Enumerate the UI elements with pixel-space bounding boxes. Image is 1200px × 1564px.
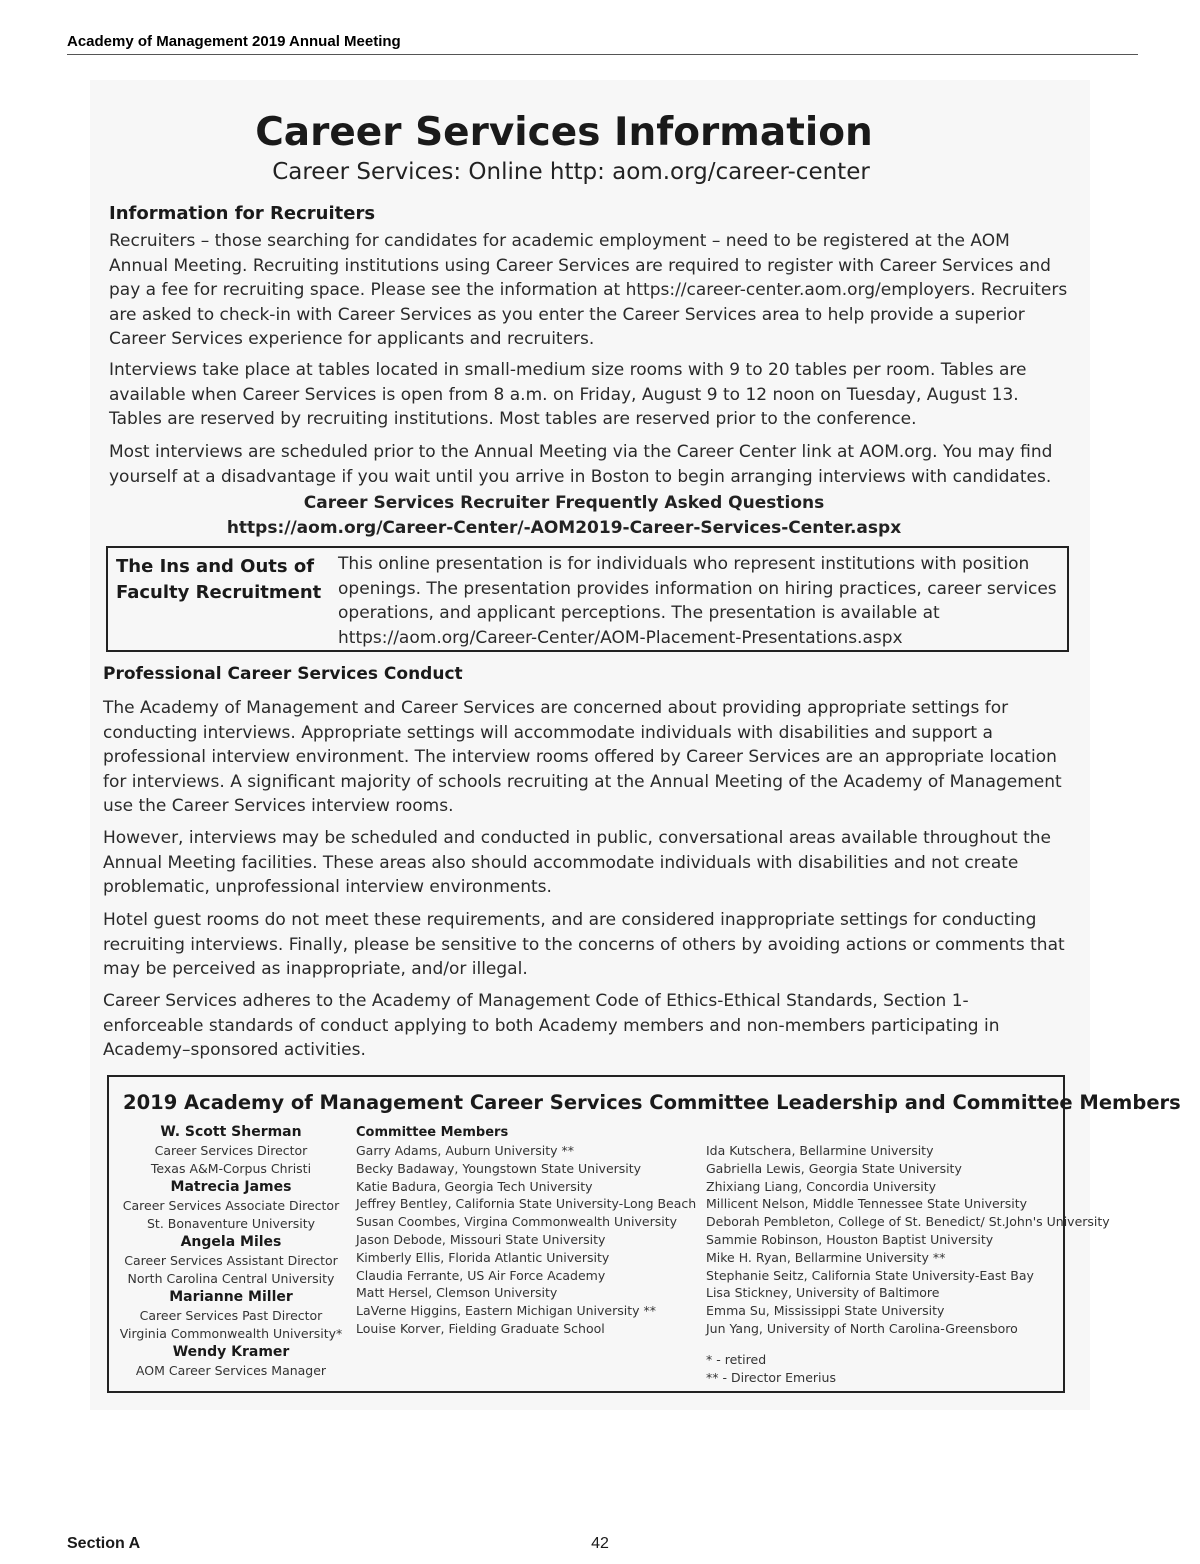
recruiters-paragraph-3: Most interviews are scheduled prior to the Annual Meeting via the Career Center link at AOM.org. You may find yourself at a disadvantage if you wait until you arrive in Boston to begin arranging interviews with candidates. xyxy=(109,442,1053,487)
page-title: Career Services Information xyxy=(255,110,873,155)
header-rule xyxy=(67,54,1138,55)
member-item: Mike H. Ryan, Bellarmine University ** xyxy=(706,1249,946,1265)
page-subtitle: Career Services: Online http: aom.org/career-center xyxy=(272,159,870,185)
member-item: Sammie Robinson, Houston Baptist University xyxy=(706,1231,994,1247)
leader-name: W. Scott Sherman xyxy=(160,1124,302,1140)
member-item: Jun Yang, University of North Carolina-Greensboro xyxy=(706,1320,1018,1336)
legend-retired: * - retired xyxy=(706,1352,767,1367)
leader-role: AOM Career Services Manager xyxy=(135,1363,327,1378)
recruiters-heading: Information for Recruiters xyxy=(109,203,376,224)
member-item: Deborah Pembleton, College of St. Benedict/ St.John's University xyxy=(706,1214,1110,1230)
recruiters-paragraph-2: Interviews take place at tables located in small-medium size rooms with 9 to 20 tables per room. Tables are available when Career Services is open from 8 a.m. on Friday, August 9 to 12 noon on Tuesday, August 13. Tables are reserved by recruiting institutions. Most tables are reserved prior to the conference. xyxy=(109,360,1027,429)
conduct-paragraph-4: Career Services adheres to the Academy of Management Code of Ethics-Ethical Standards, Section 1-enforceable standards of conduct applying to both Academy members and non-members participating in Academy–sponsored activities. xyxy=(103,991,1000,1060)
leader-role: Career Services Assistant Director xyxy=(124,1253,338,1268)
legend xyxy=(706,1351,836,1387)
ins-outs-box xyxy=(106,546,1069,652)
member-item: Emma Su, Mississippi State University xyxy=(706,1303,945,1319)
member-item: Louise Korver, Fielding Graduate School xyxy=(356,1320,605,1336)
faq-link[interactable]: https://aom.org/Career-Center/-AOM2019-Career-Services-Center.aspx xyxy=(226,518,902,538)
member-item: Becky Badaway, Youngstown State University xyxy=(356,1160,642,1176)
member-item: Gabriella Lewis, Georgia State University xyxy=(706,1160,962,1176)
leader-name: Wendy Kramer xyxy=(172,1344,290,1360)
faq-title: Career Services Recruiter Frequently Asked Questions xyxy=(303,493,825,513)
member-item: Claudia Ferrante, US Air Force Academy xyxy=(356,1267,606,1283)
legend-director-emeritus: ** - Director Emerius xyxy=(706,1369,836,1385)
leader-role: Career Services Director xyxy=(154,1143,308,1158)
members-column-2 xyxy=(706,1142,1110,1338)
leader-org: St. Bonaventure University xyxy=(146,1216,315,1231)
member-item: Jeffrey Bentley, California State University-Long Beach xyxy=(356,1196,697,1212)
conduct-paragraph-1: The Academy of Management and Career Services are concerned about providing appropriate settings for conducting interviews. Appropriate settings will accommodate individuals with disabilities and support a professional interview environment. The interview rooms offered by Career Services are an appropriate location for interviews. A significant majority of schools recruiting at the Annual Meeting of the Academy of Management use the Career Services interview rooms. xyxy=(103,698,1062,816)
recruiters-paragraph-1: Recruiters – those searching for candidates for academic employment – need to be registered at the AOM Annual Meeting. Recruiting institutions using Career Services are required to register with Career Services and pay a fee for recruiting space. Please see the information at https://career-center.aom.org/employers. Recruiters are asked to check-in with Career Services as you enter the Career Services area to help provide a superior Career Services experience for applicants and recruiters. xyxy=(109,231,1068,349)
footer-section: Section A xyxy=(67,1535,141,1552)
ins-outs-title: The Ins and Outs of Faculty Recruitment xyxy=(116,556,322,603)
member-item: Zhixiang Liang, Concordia University xyxy=(706,1178,937,1194)
conduct-paragraph-3: Hotel guest rooms do not meet these requirements, and are considered inappropriate settings for conducting recruiting interviews. Finally, please be sensitive to the concerns of others by avoiding actions or comments that may be perceived as inappropriate, and/or illegal. xyxy=(103,910,1065,979)
member-item: Millicent Nelson, Middle Tennessee State University xyxy=(706,1196,1028,1212)
member-item: Garry Adams, Auburn University ** xyxy=(356,1143,575,1158)
member-item: Stephanie Seitz, California State University-East Bay xyxy=(706,1267,1034,1283)
member-item: Lisa Stickney, University of Baltimore xyxy=(706,1285,940,1301)
running-title: Academy of Management 2019 Annual Meeting xyxy=(67,33,401,50)
committee-box xyxy=(107,1075,1181,1393)
page-number: 42 xyxy=(591,1535,609,1552)
member-item: Jason Debode, Missouri State University xyxy=(356,1231,606,1247)
members-heading: Committee Members xyxy=(356,1125,509,1140)
leader-org: Virginia Commonwealth University* xyxy=(119,1326,343,1341)
leaders-column xyxy=(113,1123,349,1380)
ins-outs-text: This online presentation is for individuals who represent institutions with position openings. The presentation provides information on hiring practices, career services operations, and applicant perceptions. The presentation is available at https://aom.org/Career-Center/AOM-Placement-Presentations.aspx xyxy=(338,554,1057,648)
member-item: Susan Coombes, Virgina Commonwealth University xyxy=(356,1214,678,1230)
member-item: Kimberly Ellis, Florida Atlantic University xyxy=(356,1249,610,1265)
leader-role: Career Services Past Director xyxy=(139,1308,323,1323)
leader-name: Angela Miles xyxy=(180,1234,282,1250)
leader-org: Texas A&M-Corpus Christi xyxy=(150,1161,312,1176)
member-item: Ida Kutschera, Bellarmine University xyxy=(706,1143,934,1158)
members-column-1 xyxy=(356,1124,701,1338)
conduct-paragraph-2: However, interviews may be scheduled and conducted in public, conversational areas available throughout the Annual Meeting facilities. These areas also should accommodate individuals with disabilities and not create problematic, unprofessional interview environments. xyxy=(103,828,1052,897)
leader-org: North Carolina Central University xyxy=(127,1271,335,1286)
member-item: Katie Badura, Georgia Tech University xyxy=(356,1178,593,1194)
leader-role: Career Services Associate Director xyxy=(122,1198,340,1213)
conduct-heading: Professional Career Services Conduct xyxy=(103,664,463,684)
member-item: Matt Hersel, Clemson University xyxy=(356,1285,558,1301)
leader-name: Marianne Miller xyxy=(169,1289,293,1305)
member-item: LaVerne Higgins, Eastern Michigan University ** xyxy=(356,1303,657,1319)
leader-name: Matrecia James xyxy=(170,1179,292,1195)
committee-title: 2019 Academy of Management Career Services Committee Leadership and Committee Members xyxy=(123,1091,1181,1114)
